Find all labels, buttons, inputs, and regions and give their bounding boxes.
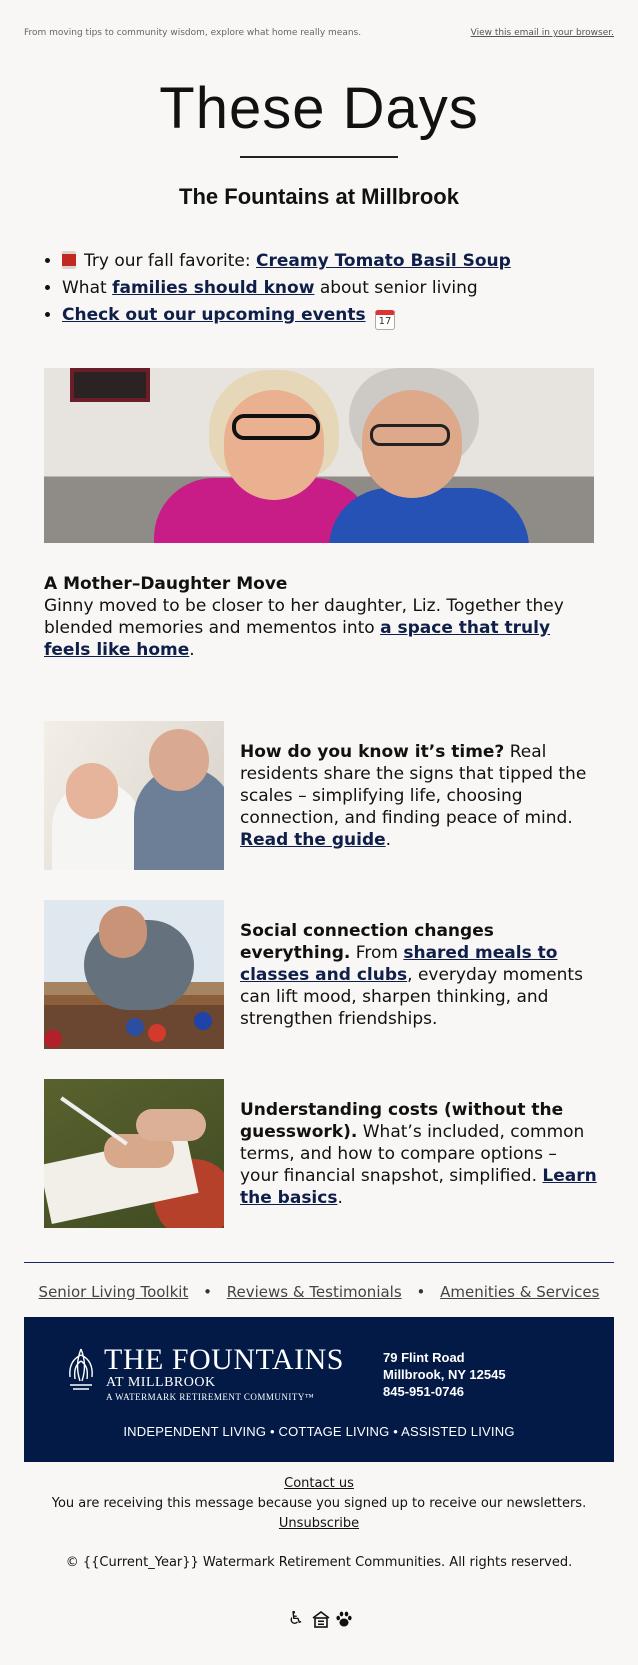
community-info-band [24,1317,614,1462]
fountains-logo[interactable] [66,1345,356,1411]
calendar-emoji-icon: 17 [375,310,395,330]
bullet-text: about senior living [314,278,478,298]
preheader-text: From moving tips to community wisdom, explore what home really means. [24,28,362,38]
masthead-title: These Days [159,76,479,141]
footer-divider [24,1262,614,1263]
senior-living-toolkit-link[interactable]: Senior Living Toolkit [38,1283,189,1301]
feature-heading: Understanding costs (without the guesswork). [240,1099,564,1142]
unsubscribe-link[interactable]: Unsubscribe [278,1516,360,1531]
address-line: Millbrook, NY 12545 [383,1367,506,1382]
reviews-testimonials-link[interactable]: Reviews & Testimonials [226,1283,402,1301]
bullet-text: What [62,278,113,298]
community-name: The Fountains at Millbrook [179,184,459,209]
feature-heading: Social connection changes everything. [240,920,494,963]
story-title: A Mother–Daughter Move [44,574,288,594]
list-item [62,302,638,330]
feature-text [240,920,599,1030]
read-the-guide-link[interactable]: Read the guide [240,829,386,850]
feature-body: What’s included, common terms, and how to compare options – your financial snapshot, simplified. [240,1121,585,1186]
feature-photo-billiards[interactable] [44,900,224,1049]
preheader [0,0,638,38]
list-item [62,275,638,302]
families-should-know-link[interactable]: families should know [112,278,315,298]
story-block [44,573,599,661]
nav-separator: • [203,1283,212,1301]
feature-end: . [385,829,392,850]
feature-text [240,1099,599,1209]
feature-row [44,721,599,870]
story-body: Ginny moved to be closer to her daughter, Liz. Together they blended memories and mementos into [44,596,564,638]
compliance-badges [0,1608,638,1629]
subscription-reason: You are receiving this message because you signed up to receive our newsletters. [51,1496,587,1511]
nav-separator: • [416,1283,426,1301]
contact-us-link[interactable]: Contact us [284,1476,354,1491]
community-address [383,1349,506,1400]
feels-like-home-link[interactable]: a space that truly feels like home [44,618,551,660]
feature-body: From [350,942,404,963]
list-item [62,248,638,275]
story-end: . [189,640,195,660]
feature-row [44,900,599,1049]
feature-photo-paperwork[interactable] [44,1079,224,1228]
view-in-browser-link[interactable]: View this email in your browser. [470,28,614,38]
footer-nav [0,1283,638,1301]
feature-body: , everyday moments can lift mood, sharpen thinking, and strengthen friendships. [240,964,583,1029]
learn-the-basics-link[interactable]: Learn the basics [240,1165,597,1208]
wheelchair-accessibility-icon: ♿︎ [287,1608,304,1629]
bullet-text: Try our fall favorite: [84,251,256,271]
masthead-rule [240,156,398,158]
feature-photo-couple[interactable] [44,721,224,870]
feature-text [240,741,599,851]
upcoming-events-link[interactable]: Check out our upcoming events [62,305,366,325]
feature-end: . [337,1187,343,1208]
copyright: © {{Current_Year}} Watermark Retirement Communities. All rights reserved. [65,1555,573,1570]
amenities-services-link[interactable]: Amenities & Services [440,1283,600,1301]
hero-photo-mother-daughter[interactable] [44,368,594,543]
fountain-logo-icon [66,1345,96,1393]
soup-recipe-link[interactable]: Creamy Tomato Basil Soup [256,251,511,271]
logo-sub: AT MILLBROOK [106,1375,216,1390]
logo-tag: A WATERMARK RETIREMENT COMMUNITY™ [106,1392,315,1402]
equal-housing-opportunity-icon [312,1610,330,1628]
tomato-can-emoji-icon [62,251,76,269]
phone-number[interactable]: 845-951-0746 [383,1384,464,1399]
logo-brand: THE FOUNTAINS [104,1343,344,1376]
pet-friendly-paw-icon [335,1610,353,1628]
care-levels: INDEPENDENT LIVING • COTTAGE LIVING • ASSISTED LIVING [123,1424,515,1439]
shared-meals-link[interactable]: shared meals to classes and clubs [240,942,558,985]
highlights-list [0,248,638,330]
feature-row [44,1079,599,1228]
feature-heading: How do you know it’s time? [240,741,505,762]
feature-body: Real residents share the signs that tipped the scales – simplifying life, choosing connection, and finding peace of mind. [240,741,587,828]
legal-block [0,1474,638,1534]
address-line: 79 Flint Road [383,1350,465,1365]
